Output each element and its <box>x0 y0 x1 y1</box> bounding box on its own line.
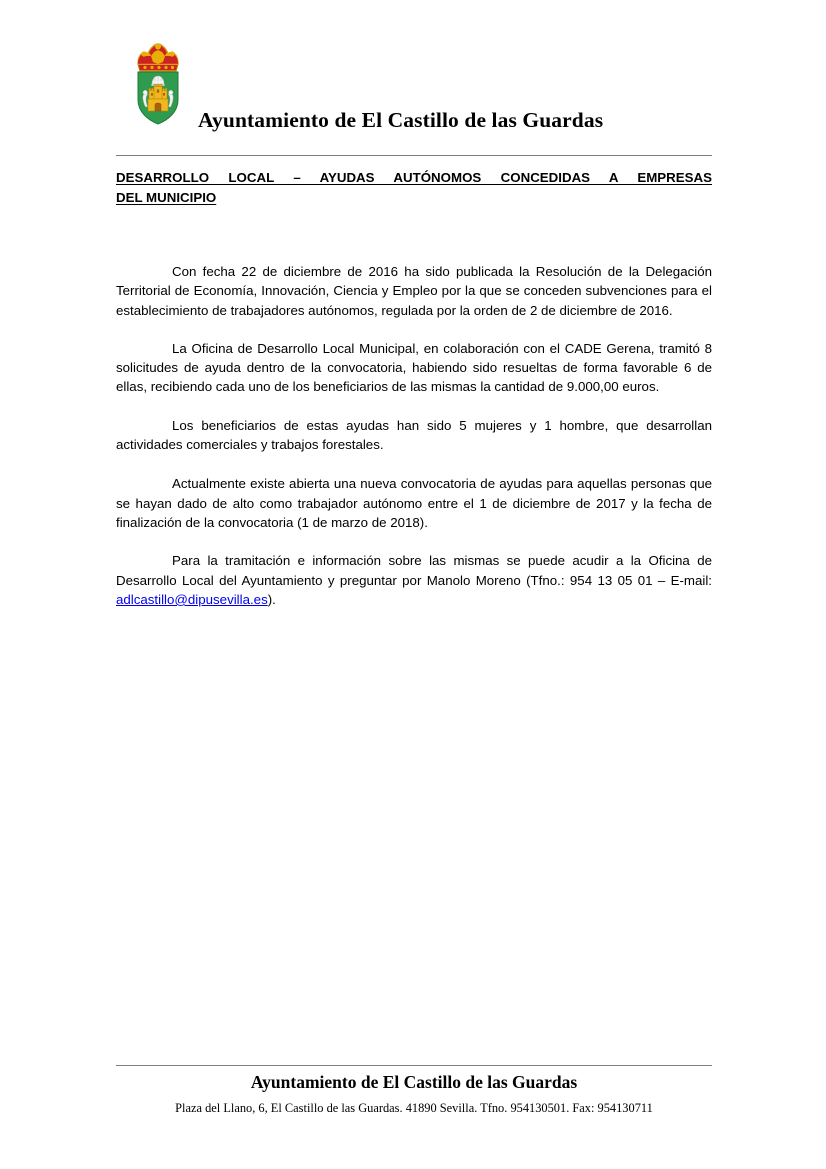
header-divider <box>116 155 712 156</box>
page-footer <box>116 1071 712 1118</box>
paragraph-2: La Oficina de Desarrollo Local Municipal, en colaboración con el CADE Gerena, tramitó 8 solicitudes de ayuda dentro de la convocatoria, habiendo sido resueltas de forma favorable 6 de ellas, recibiendo cada uno de los beneficiarios de las mismas la cantidad de 9.000,00 euros. <box>116 340 712 395</box>
document-heading <box>116 168 712 208</box>
document-heading-line1: DESARROLLO LOCAL – AYUDAS AUTÓNOMOS CONCEDIDAS A EMPRESAS <box>116 170 712 185</box>
footer-divider <box>116 1065 712 1066</box>
contact-text-before-email: Para la tramitación e información sobre las mismas se puede acudir a la Oficina de Desarrollo Local del Ayuntamiento y preguntar por Manolo Moreno (Tfno.: 954 13 05 01 – E-mail: <box>116 553 712 588</box>
page-header <box>116 36 712 146</box>
footer-address: Plaza del Llano, 6, El Castillo de las Guardas. 41890 Sevilla. Tfno. 954130501. Fax: 954130711 <box>175 1101 653 1115</box>
footer-title: Ayuntamiento de El Castillo de las Guardas <box>250 1072 578 1092</box>
email-link[interactable]: adlcastillo@dipusevilla.es <box>116 591 268 607</box>
document-body <box>116 168 712 609</box>
paragraph-1: Con fecha 22 de diciembre de 2016 ha sido publicada la Resolución de la Delegación Territorial de Economía, Innovación, Ciencia y Empleo por la que se conceden subvenciones para el establecimiento de trabajadores autónomos, regulada por la orden de 2 de diciembre de 2016. <box>116 264 712 318</box>
paragraph-4: Actualmente existe abierta una nueva convocatoria de ayudas para aquellas personas que se hayan dado de alto como trabajador autónomo entre el 1 de diciembre de 2017 y la fecha de finalización de la convocatoria (1 de marzo de 2018). <box>116 476 712 530</box>
document-heading-line2: DEL MUNICIPIO <box>116 190 217 205</box>
paragraph-3: Los beneficiarios de estas ayudas han sido 5 mujeres y 1 hombre, que desarrollan actividades comerciales y trabajos forestales. <box>116 417 712 453</box>
contact-text-after-email: ). <box>267 591 276 607</box>
header-title: Ayuntamiento de El Castillo de las Guardas <box>198 108 604 132</box>
coat-of-arms-icon <box>130 40 186 126</box>
paragraph-contact <box>116 551 712 609</box>
